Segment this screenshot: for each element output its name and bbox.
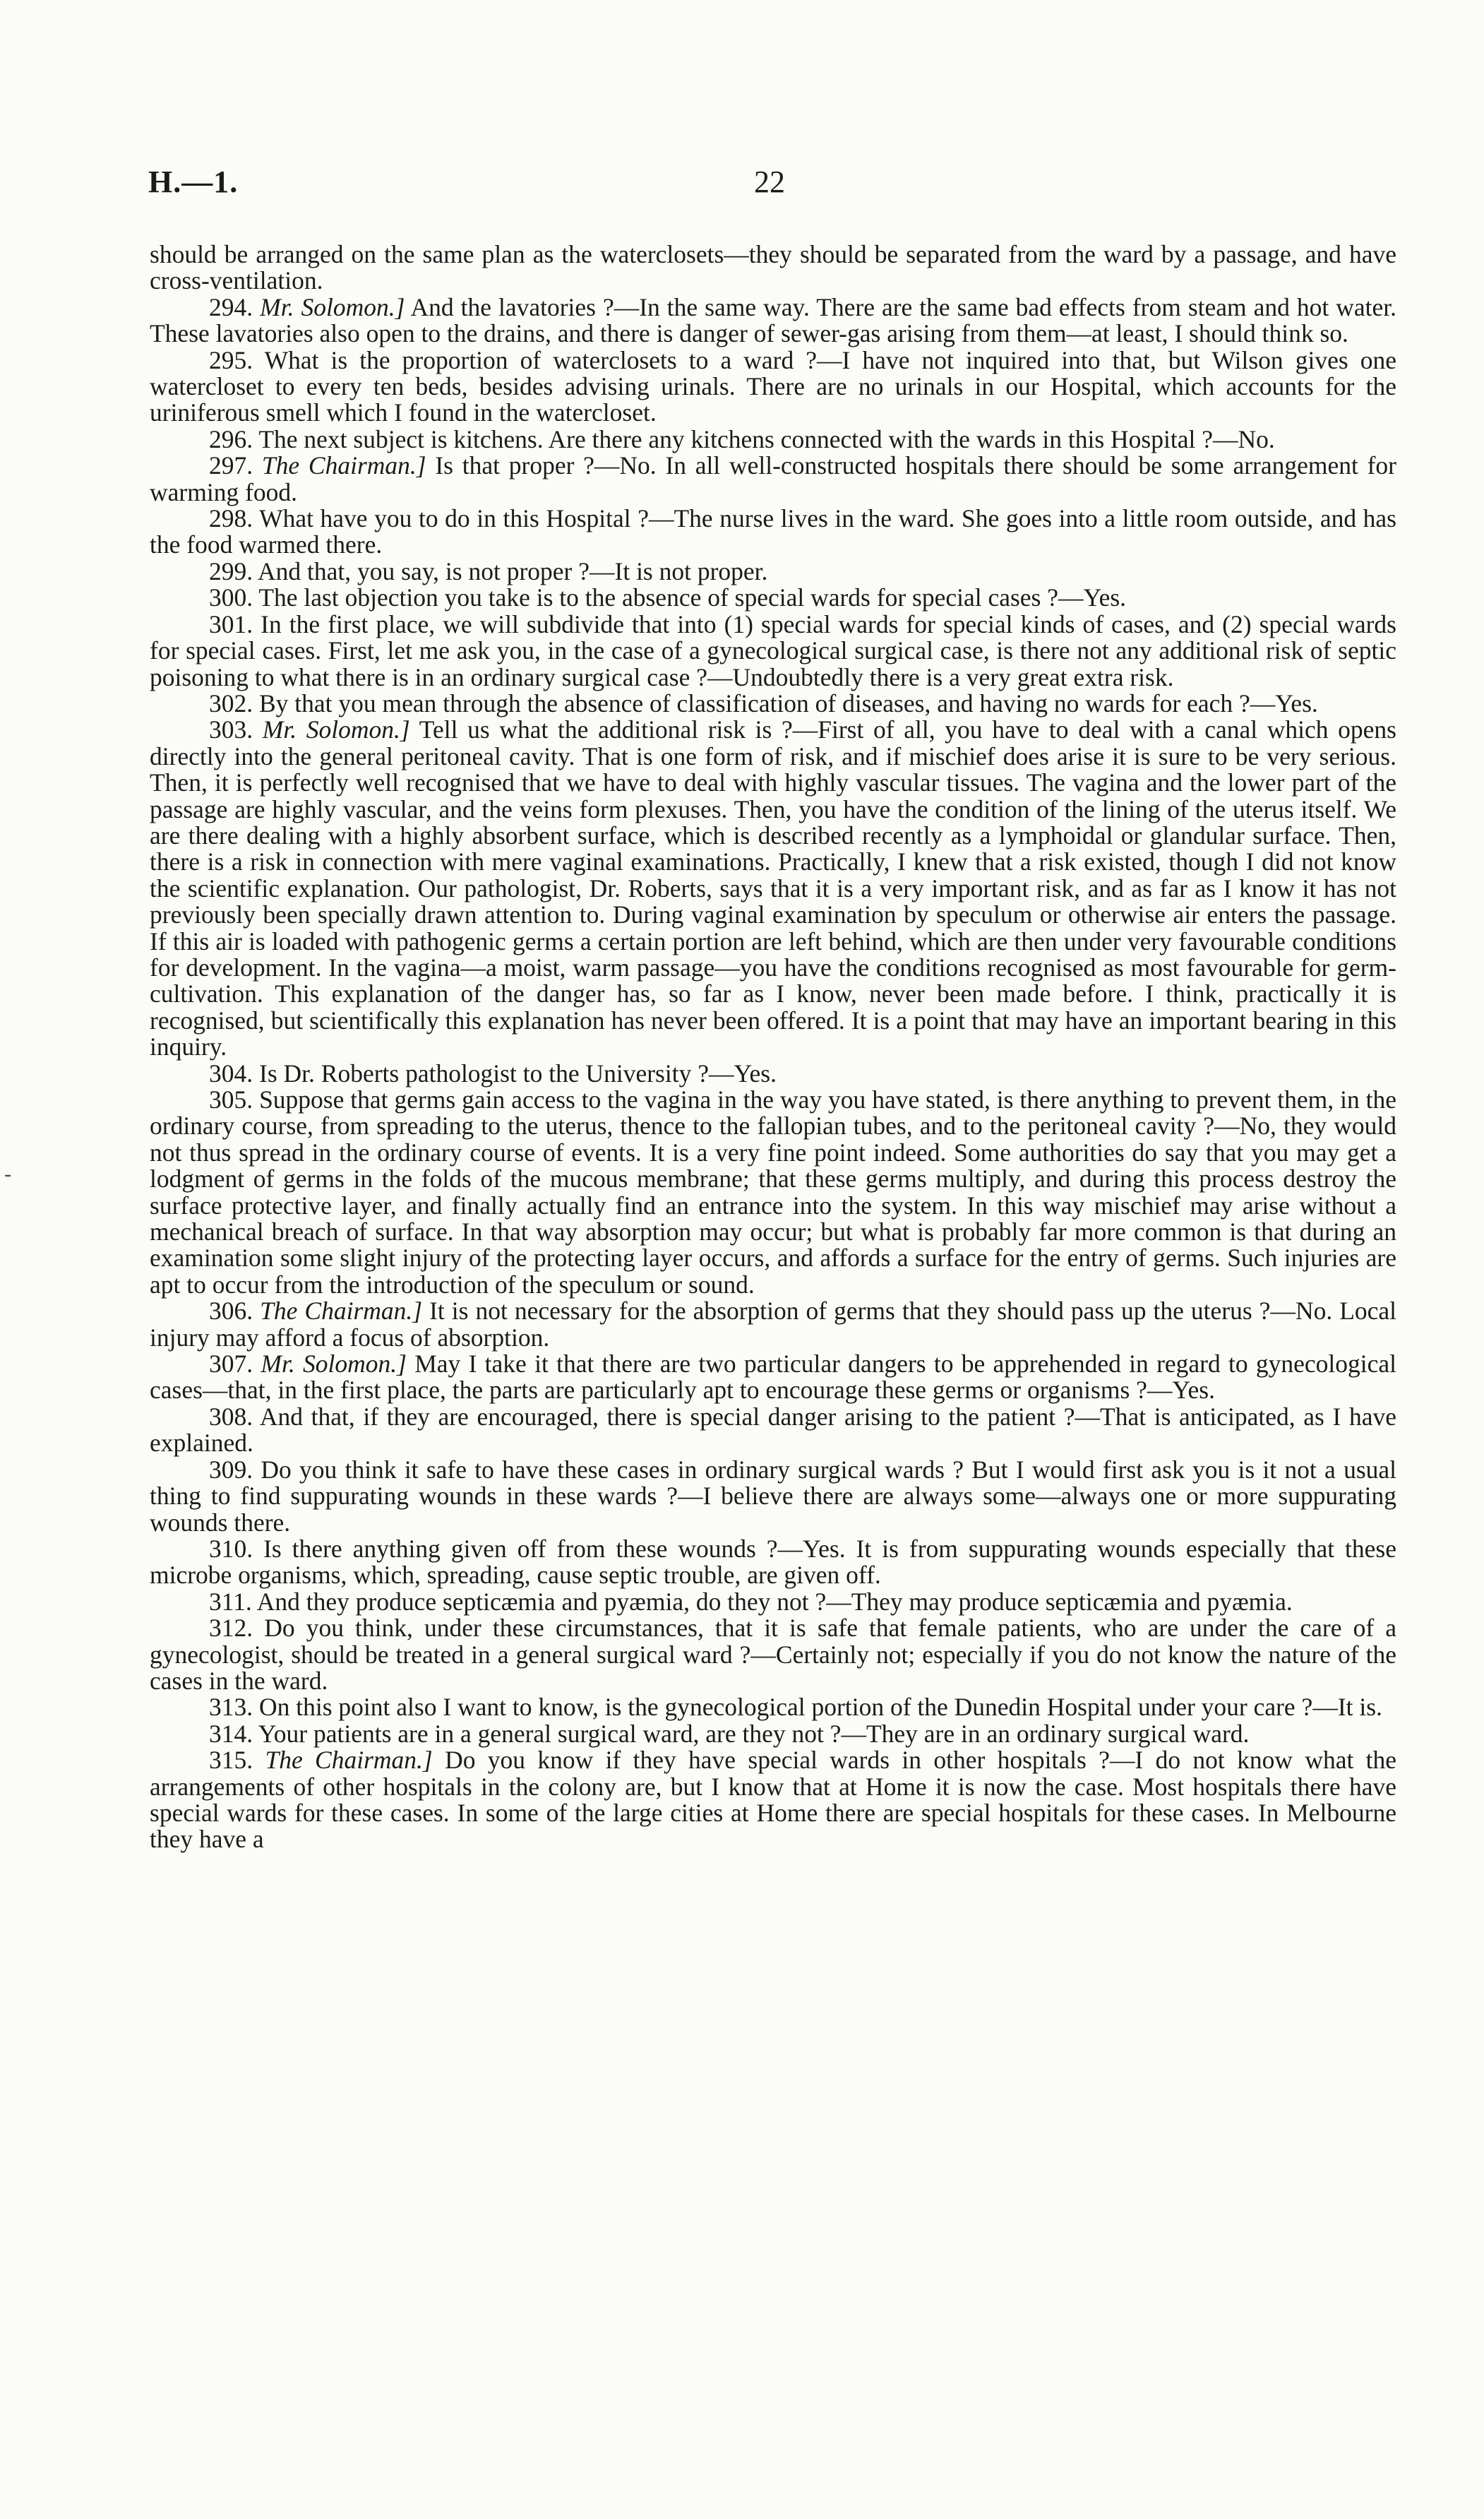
paragraph-text: should be arranged on the same plan as the waterclosets—they should be separated from the ward by a passage, and have cross-ventilation. <box>150 240 1396 295</box>
question-paragraph <box>150 1747 1396 1853</box>
question-paragraph <box>150 717 1396 1060</box>
question-paragraph <box>150 294 1396 347</box>
paragraph-text: Is Dr. Roberts pathologist to the University ?—Yes. <box>259 1059 777 1088</box>
paragraph-text: May I take it that there are two particular dangers to be apprehended in regard to gynecological cases—that, in the first place, the parts are particularly apt to encourage these germs or organisms ?—Yes. <box>150 1350 1396 1405</box>
question-paragraph <box>150 1615 1396 1694</box>
body-text <box>150 242 1396 1853</box>
question-paragraph <box>150 1351 1396 1404</box>
question-number: 294. <box>209 292 253 321</box>
question-number: 305. <box>209 1085 253 1114</box>
question-paragraph <box>150 453 1396 506</box>
question-number: 308. <box>209 1402 253 1431</box>
question-number: 298. <box>209 504 253 533</box>
paragraph-text: On this point also I want to know, is the gynecological portion of the Dunedin Hospital under your care ?—It is. <box>259 1693 1382 1722</box>
question-number: 303. <box>209 715 253 744</box>
question-paragraph <box>150 1404 1396 1457</box>
question-paragraph <box>150 424 1396 453</box>
question-number: 315. <box>209 1746 253 1775</box>
paragraph-text: The next subject is kitchens. Are there any kitchens connected with the wards in this Hospital ?—No. <box>258 424 1275 453</box>
paragraph-text: Do you know if they have special wards in other hospitals ?—I do not know what the arrangements of other hospitals in the colony are, but I know that at Home it is now the case. Most hospitals there have special wards for these cases. In some of the large cities at Home there are special hospitals for these cases. In Melbourne they have a <box>150 1746 1397 1854</box>
question-paragraph <box>150 1087 1396 1298</box>
paragraph-text: By that you mean through the absence of classification of diseases, and having no wards for each ?—Yes. <box>259 689 1318 717</box>
paragraph-text: Suppose that germs gain access to the vagina in the way you have stated, is there anything to prevent them, in the ordinary course, from spreading to the uterus, thence to the fallopian tubes, and to the peritoneal cavity ?—No, they would not thus spread in the ordinary course of events. It is a very fine point indeed. Some authorities do say that you may get a lodgment of germs in the folds of the mucous membrane; that these germs multiply, and during this process destroy the surface protective layer, and finally actually find an entrance into the system. In this way mischief may arise without a mechanical breach of surface. In that way absorption may occur; but what is probably far more common is that during an examination some slight injury of the protecting layer occurs, and affords a surface for the entry of germs. Such injuries are apt to occur from the introduction of the speculum or sound. <box>150 1085 1397 1299</box>
question-number: 302. <box>209 689 253 717</box>
question-paragraph <box>150 1694 1396 1720</box>
paragraph-text: Is that proper ?—No. In all well-constructed hospitals there should be some arrangement for warming food. <box>150 451 1396 506</box>
margin-mark: - <box>4 1162 11 1186</box>
paragraph-text: Tell us what the additional risk is ?—First of all, you have to deal with a canal which opens directly into the general peritoneal cavity. That is one form of risk, and if mischief does arise it is sure to be very serious. Then, it is perfectly well recognised that we have to deal with highly vascular tissues. The vagina and the lower part of the passage are highly vascular, and the veins form plexuses. Then, you have the condition of the lining of the uterus itself. We are there dealing with a highly absorbent surface, which is described recently as a lymphoidal or glandular surface. Then, there is a risk in connection with mere vaginal examinations. Practically, I knew that a risk existed, though I did not know the scientific explanation. Our pathologist, Dr. Roberts, says that it is a very important risk, and as far as I know it has not previously been specially drawn attention to. During vaginal examination by speculum or otherwise air enters the passage. If this air is loaded with pathogenic germs a certain portion are left behind, which are then under very favourable conditions for development. In the vagina—a moist, warm passage—you have the conditions recognised as most favourable for germ-cultivation. This explanation of the danger has, so far as I know, never been made before. I think, practically it is recognised, but scientifically this explanation has never been offered. It is a point that may have an important bearing in this inquiry. <box>150 715 1396 1061</box>
paragraph-text: And that, you say, is not proper ?—It is not proper. <box>258 556 768 585</box>
question-paragraph <box>150 1298 1396 1351</box>
question-paragraph <box>150 691 1396 717</box>
paragraph-text: And that, if they are encouraged, there is special danger arising to the patient ?—That is anticipated, as I have explained. <box>150 1402 1396 1458</box>
question-number: 307. <box>209 1350 253 1378</box>
page-number: 22 <box>754 165 785 199</box>
question-paragraph <box>150 585 1396 611</box>
paragraph-text: What is the proportion of waterclosets to a ward ?—I have not inquired into that, but Wilson gives one watercloset to every ten beds, besides advising urinals. There are no urinals in our Hospital, which accounts for the uriniferous smell which I found in the watercloset. <box>150 345 1397 427</box>
paragraph-text: Your patients are in a general surgical ward, are they not ?—They are in an ordinary surgical ward. <box>258 1719 1250 1748</box>
question-number: 304. <box>209 1059 253 1088</box>
paragraph-text: And the lavatories ?—In the same way. There are the same bad effects from steam and hot water. These lavatories also open to the drains, and there is danger of sewer-gas arising from them—at least, I should think so. <box>150 292 1397 348</box>
question-number: 299. <box>209 556 253 585</box>
question-number: 297. <box>209 451 253 480</box>
speaker-name: Mr. Solomon.] <box>261 1350 407 1378</box>
question-number: 310. <box>209 1534 253 1563</box>
question-paragraph <box>150 1457 1396 1536</box>
question-number: 311. <box>209 1587 252 1616</box>
question-number: 296. <box>209 424 253 453</box>
speaker-name: The Chairman.] <box>265 1746 433 1775</box>
paragraph-text: Is there anything given off from these wounds ?—Yes. It is from suppurating wounds especially that these microbe organisms, which, spreading, cause septic trouble, are given off. <box>150 1534 1396 1590</box>
question-paragraph <box>150 1721 1396 1747</box>
paragraph-text: It is not necessary for the absorption of germs that they should pass up the uterus ?—No. Local injury may afford a focus of absorption. <box>150 1297 1397 1352</box>
question-paragraph <box>150 556 1396 585</box>
question-number: 312. <box>209 1614 253 1643</box>
paragraph-text: In the first place, we will subdivide that into (1) special wards for special kinds of cases, and (2) special wards for special cases. First, let me ask you, in the case of a gynecological surgical case, is there not any additional risk of septic poisoning to what there is in an ordinary surgical case ?—Undoubtedly there is a very great extra risk. <box>150 609 1397 691</box>
question-number: 301. <box>209 609 253 638</box>
question-paragraph <box>150 347 1396 427</box>
paragraph-text: And they produce septicæmia and pyæmia, do they not ?—They may produce septicæmia and pyæmia. <box>256 1587 1293 1616</box>
continuation-paragraph <box>150 242 1396 294</box>
question-number: 295. <box>209 345 253 374</box>
paragraph-text: What have you to do in this Hospital ?—The nurse lives in the ward. She goes into a little room outside, and has the food warmed there. <box>150 504 1397 559</box>
speaker-name: The Chairman.] <box>260 1297 423 1326</box>
question-paragraph <box>150 1061 1396 1087</box>
question-paragraph <box>150 609 1397 691</box>
paragraph-text: The last objection you take is to the absence of special wards for special cases ?—Yes. <box>258 583 1127 612</box>
paragraph-text: Do you think it safe to have these cases in ordinary surgical wards ? But I would first ask you is it not a usual thing to find suppurating wounds in these wards ?—I believe there are always some—always one or more suppurating wounds there. <box>150 1455 1397 1537</box>
speaker-name: The Chairman.] <box>261 451 426 480</box>
question-number: 314. <box>209 1719 253 1748</box>
question-paragraph <box>150 1536 1396 1589</box>
speaker-name: Mr. Solomon.] <box>262 715 410 744</box>
question-paragraph <box>150 506 1396 559</box>
speaker-name: Mr. Solomon.] <box>260 292 405 321</box>
question-number: 300. <box>209 583 253 612</box>
question-number: 309. <box>209 1455 253 1484</box>
document-reference: H.—1. <box>148 165 239 199</box>
question-paragraph <box>150 1589 1396 1615</box>
question-number: 306. <box>209 1297 253 1326</box>
paragraph-text: Do you think, under these circumstances, that it is safe that female patients, who are under the care of a gynecologist, should be treated in a general surgical ward ?—Certainly not; especially if you do not know the nature of the cases in the ward. <box>150 1614 1396 1695</box>
question-number: 313. <box>209 1693 253 1722</box>
